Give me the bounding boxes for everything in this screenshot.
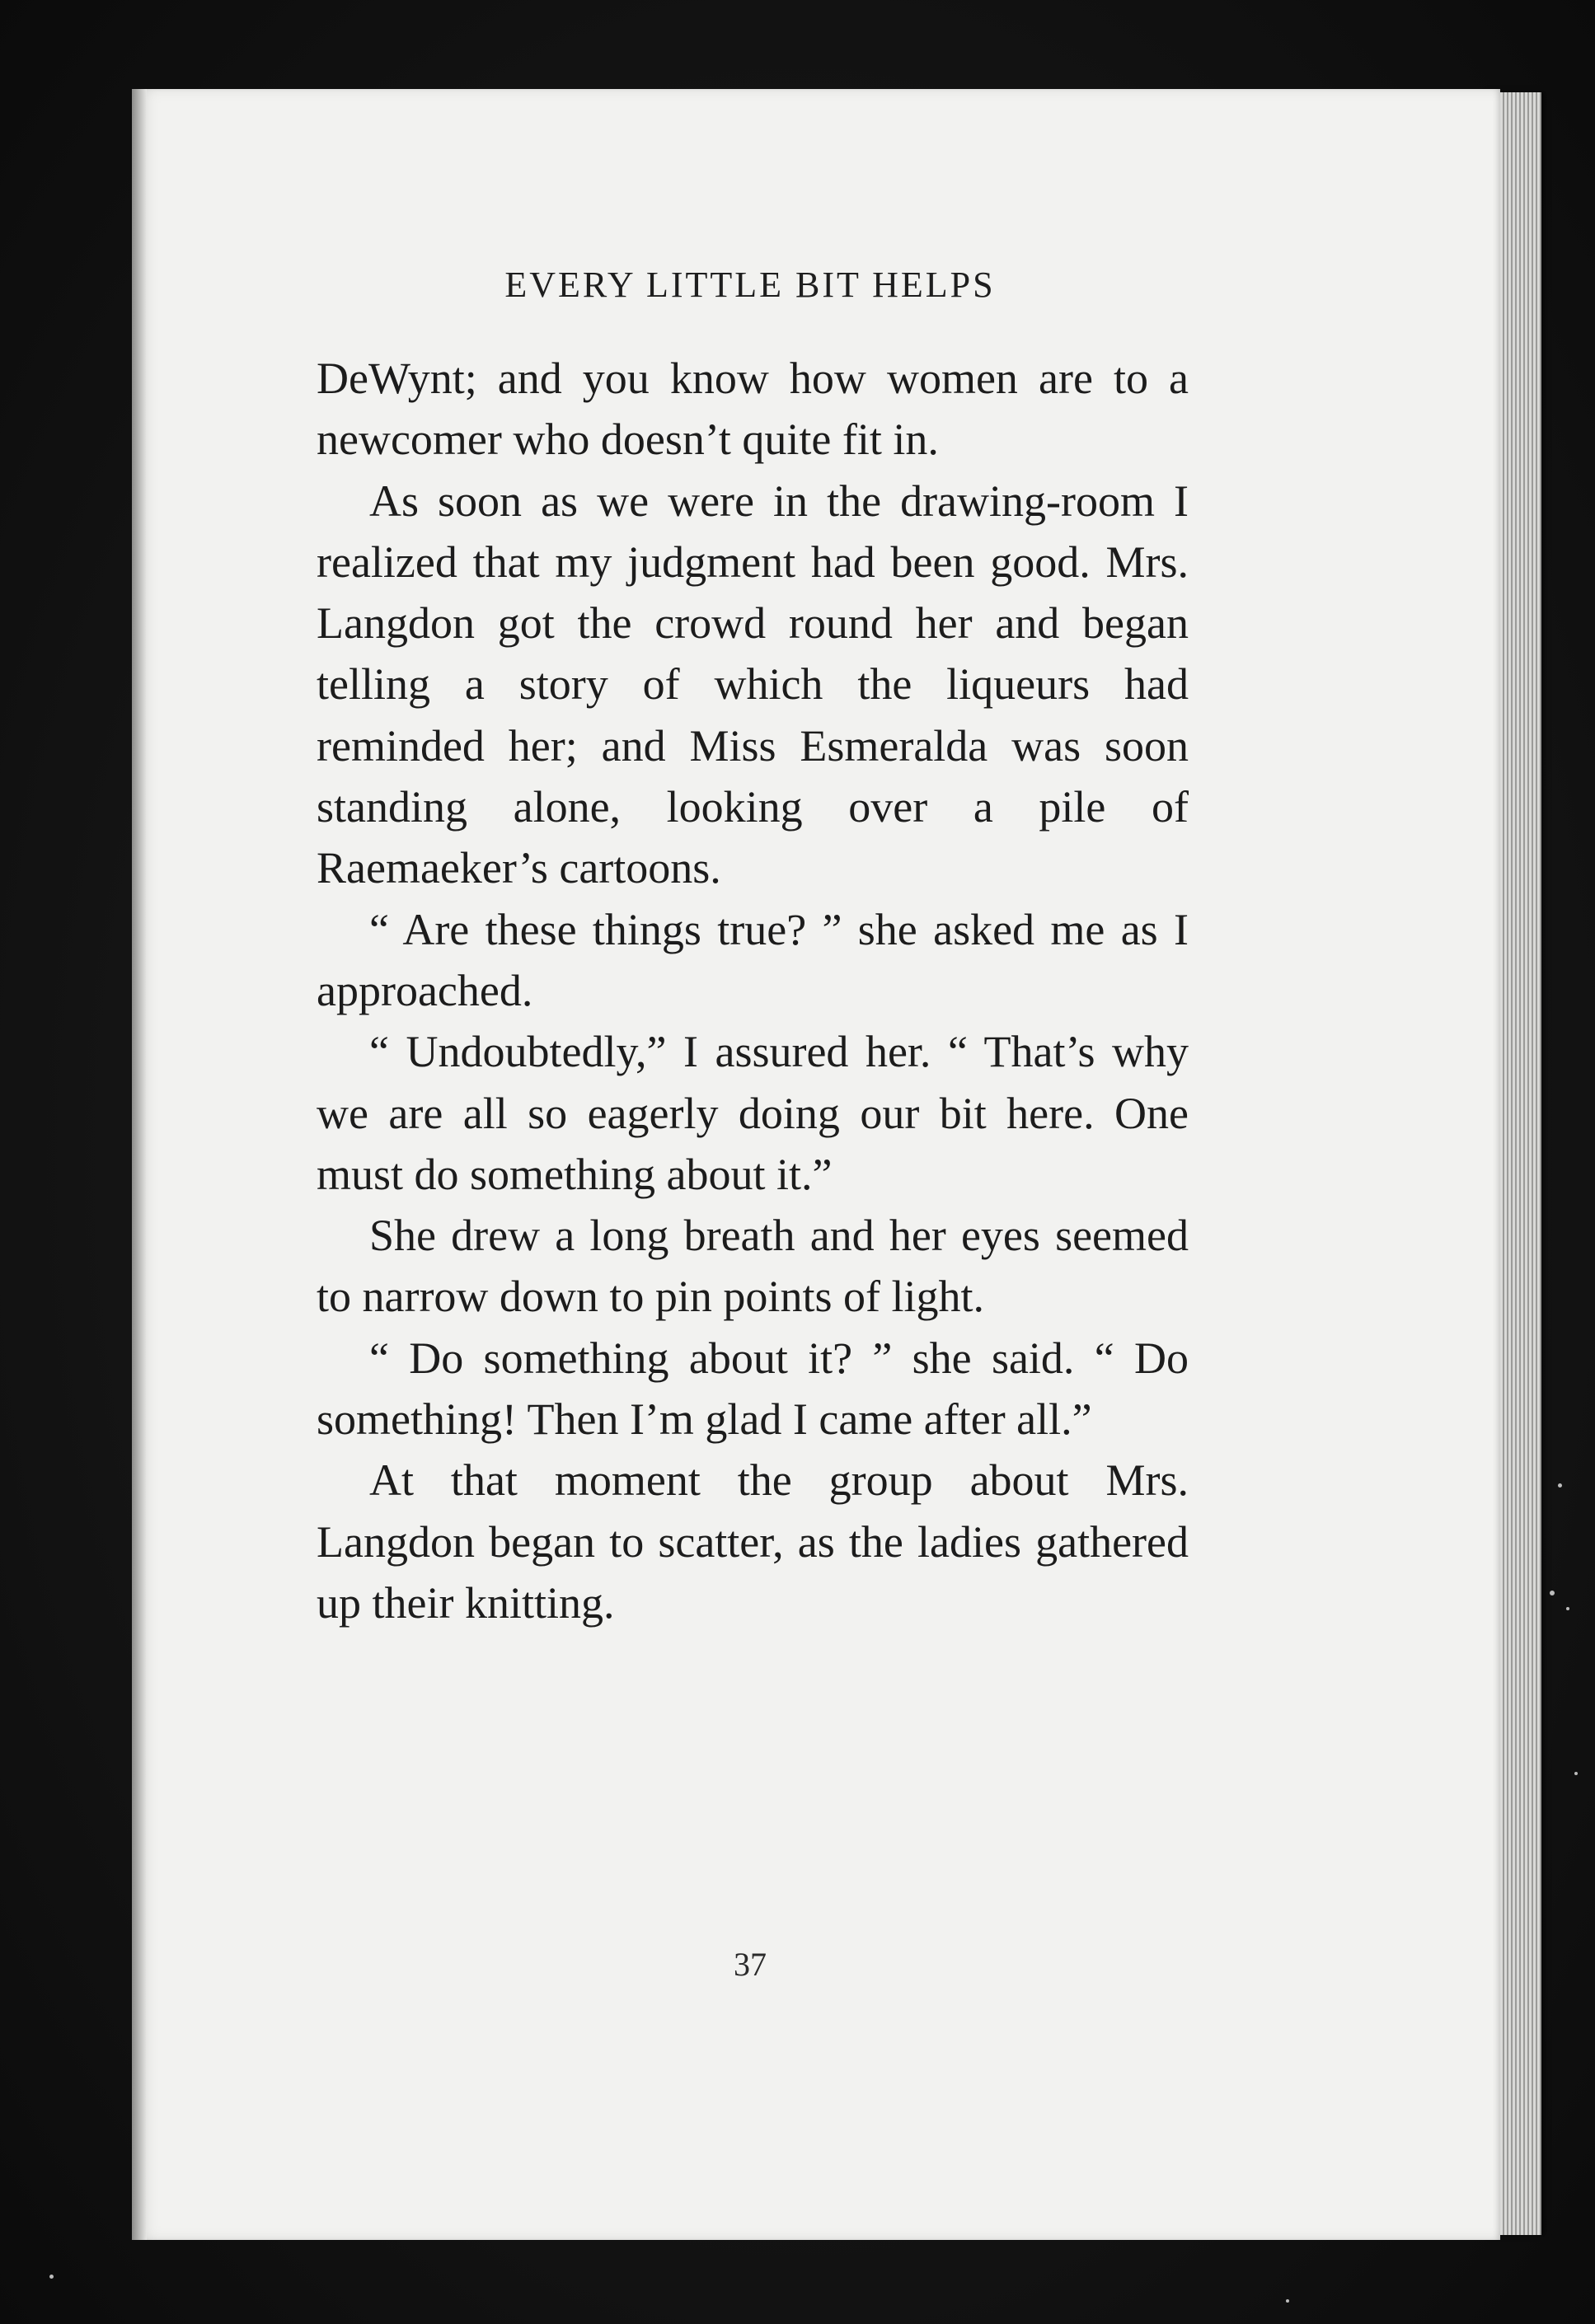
page-number: 37 [734,1946,767,1983]
paragraph: She drew a long breath and her eyes seemed to narrow down to pin points of light. [317,1211,1189,1322]
paragraph: “ Undoubtedly,” I assured her. “ That’s why we are all so eagerly doing our bit here. One must do something about it.” [317,1027,1189,1199]
scan-speck [1550,1591,1555,1595]
scan-speck [49,2275,54,2279]
scan-speck [1574,1772,1578,1775]
scan-speck [1558,1483,1562,1488]
paragraph: As soon as we were in the drawing-room I realized that my judgment had been good. Mrs. Langdon got the crowd round her and began telling a story of which the liqueurs had reminded her; and Miss Esmeralda was soon standing alone, looking over a pile of Raemaeker’s cartoons. [317,476,1189,893]
body-text [317,348,1189,1633]
running-head: EVERY LITTLE BIT HELPS [504,265,996,305]
paragraph: “ Do something about it? ” she said. “ Do something! Then I’m glad I came after all.” [317,1333,1189,1445]
book-gutter [132,89,147,2240]
scan-speck [1286,2299,1289,2303]
paragraph: DeWynt; and you know how women are to a newcomer who doesn’t quite fit in. [317,354,1189,465]
paragraph: “ Are these things true? ” she asked me as I approached. [317,904,1189,1015]
paragraph: At that moment the group about Mrs. Langdon began to scatter, as the ladies gathered up their knitting. [317,1455,1189,1628]
scan-speck [1566,1607,1569,1610]
